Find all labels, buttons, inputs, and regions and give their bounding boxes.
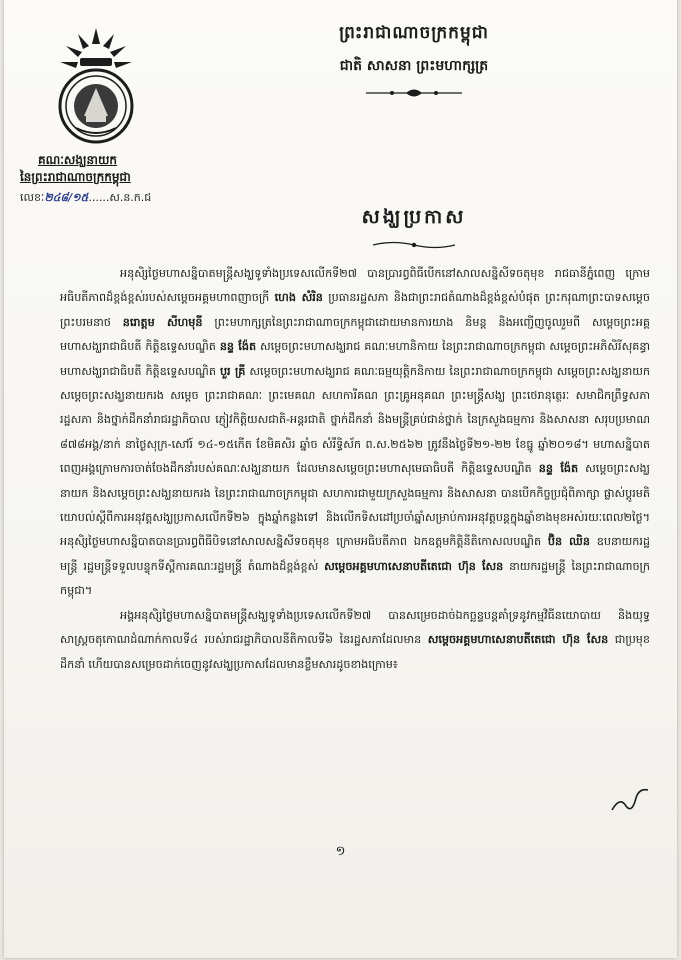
paragraph-text: សម្តេចព្រះសង្ឃនាយក និងសម្តេចព្រះសង្ឃនាយករង នៃព្រះរាជាណាចក្រកម្ពុជា សហការជាមួយក្រសួងធម្មការ និងសាសនា បានបើកកិច្ចប្រជុំពិភាក្សា ផ្លាស់ប្តូរមតិយោបល់ស្តីពីការអនុវត្តសង្ឃប្រកាសលើកទី២៦ ក្នុងឆ្នាំកន្លងទៅ និងលើកទិសដៅប្រចាំឆ្នាំសម្រាប់ការអនុវត្តបន្តក្នុងឆ្នាំខាងមុខអស់រយៈពេល២ថ្ងៃ។ អនុសិ្សថ្ងៃមហាសន្និបាតបានប្រារព្ធពិធីបិទនៅសាលសន្និសីទចតុមុខ ក្រោមអធិបតីភាព ឯកឧត្តមកិត្តិនីតិកោសលបណ្ឌិត <box>60 462 650 549</box>
reference-prefix: លេខៈ <box>20 191 45 204</box>
national-motto: ជាតិ សាសនា ព្រះមហាក្សត្រ <box>339 58 489 74</box>
paragraph-text: ជាប្រមុខដឹកនាំ ហើយបានសម្រេចដាក់ចេញនូវសង្ឃប្រកាសដែលមានខ្លឹមសារដូចខាងក្រោម៖ <box>60 633 650 671</box>
emphasized-name: សម្តេចអគ្គមហាសេនាបតីតេជោ ហ៊ុន សែន <box>427 633 609 647</box>
ornament-divider-icon <box>364 86 464 100</box>
paragraph-text: ប្រធានរដ្ឋសភា និងជាព្រះរាជតំណាងដ៏ខ្ពង់ខ្ពស់បំផុត ព្រះករុណាព្រះបាទសម្តេចព្រះបរមនាថ <box>60 291 650 329</box>
emphasized-name: នរោត្តម សីហមុនី <box>122 315 203 329</box>
document-body <box>60 262 650 677</box>
handwritten-mark-icon <box>610 786 650 814</box>
emphasized-name: បួរ គ្រី <box>219 364 246 378</box>
paragraph-text: ឧបនាយករដ្ឋមន្ត្រី រដ្ឋមន្ត្រីទទួលបន្ទុកទីស្តីការគណៈរដ្ឋមន្ត្រី តំណាងដ៏ខ្ពង់ខ្ពស់ <box>60 535 650 573</box>
document-page <box>4 0 677 958</box>
paragraph-text: អង្គអនុសិ្សថ្ងៃមហាសន្និបាតមន្ត្រីសង្ឃទូទាំងប្រទេសលើកទី២៧ បានសម្រេចដាច់ឯកច្ឆន្ទបន្តគាំទ្រនូវកម្មវិធីនយោបាយ និងយុទ្ធសាស្ត្រចតុកោណដំណាក់កាលទី៤ របស់រាជរដ្ឋាភិបាលនីតិកាលទី៦ នៃរដ្ឋសភាដែលមាន <box>60 608 650 647</box>
emphasized-name: នន្ទ ង៉ែត <box>538 462 579 476</box>
paragraph-text: នាយករដ្ឋមន្ត្រី នៃព្រះរាជាណាចក្រកម្ពុជា។ <box>60 559 650 598</box>
paragraph-text: សម្តេចព្រះមហាសង្ឃរាជ គណៈមហានិកាយ នៃព្រះរាជាណាចក្រកម្ពុជា សម្តេចព្រះអភិសិរីសុគន្ធាមហាសង្ឃរាជាធិបតី កិត្តិឧទ្ទេសបណ្ឌិត <box>60 340 650 378</box>
paragraph-text: អនុសិ្សថ្ងៃមហាសន្និបាតមន្ត្រីសង្ឃទូទាំងប្រទេសលើកទី២៧ បានប្រារព្ធពិធីបើកនៅសាលសន្និសីទចតុមុខ រាជធានីភ្នំពេញ ក្រោមអធិបតីភាពដ៏ខ្ពង់ខ្ពស់របស់សម្តេចអគ្គមហាពញាចក្រី <box>60 267 650 305</box>
issuing-authority <box>20 152 220 186</box>
ministry-seal-icon <box>56 24 136 146</box>
emphasized-name: ប៊ិន ឈិន <box>547 535 590 549</box>
emphasized-name: ហេង សំរិន <box>274 291 323 305</box>
reference-number <box>20 191 220 205</box>
body-paragraph <box>60 604 650 677</box>
emphasized-name: នន្ទ ង៉ែត <box>219 340 257 354</box>
kingdom-heading: ព្រះរាជាណាចក្រកម្ពុជា <box>339 23 489 43</box>
paragraph-text: ព្រះមហាក្សត្រនៃព្រះរាជាណាចក្រកម្ពុជាដោយមានការយាង និមន្ត និងអញ្ជើញចូលរួមពី សម្តេចព្រះអគ្គមហាសង្ឃរាជាធិបតី កិត្តិឧទ្ទេសបណ្ឌិត <box>60 315 650 354</box>
reference-suffix: ស.ន.ក.ជ <box>109 191 152 204</box>
reference-dots: ...... <box>88 191 110 204</box>
emphasized-name: សម្តេចអគ្គមហាសេនាបតីតេជោ ហ៊ុន សែន <box>324 559 504 573</box>
document-title: សង្ឃប្រកាស <box>361 206 467 228</box>
body-paragraph <box>60 262 650 604</box>
reference-handwritten-number: ២៤៨/១៥ <box>44 191 89 204</box>
page-number: ១ <box>335 844 346 859</box>
authority-name-line1: គណៈសង្ឃនាយក <box>38 153 118 167</box>
paragraph-text: សម្តេចព្រះមហាសង្ឃរាជ គណៈធម្មយុត្តិកនិកាយ នៃព្រះរាជាណាចក្រកម្ពុជា សម្តេចព្រះសង្ឃនាយក សម្តេចព្រះសង្ឃនាយករង សម្តេច ព្រះរាជាគណៈ ព្រះមេគណ សហការីគណ ព្រះគ្រូអនុគណ ព្រះមន្ត្រីសង្ឃ ព្រះថេរានុត្ថេរៈ សមាជិកព្រឹទ្ធសភា រដ្ឋសភា និងថ្នាក់ដឹកនាំរាជរដ្ឋាភិបាល ភ្ញៀវកិត្តិយសជាតិ-អន្តរជាតិ ថ្នាក់ដឹកនាំ និងមន្ត្រីគ្រប់ជាន់ថ្នាក់ នៃក្រសួងធម្មការ និងសាសនា សរុបប្រមាណ ៨៧៨អង្គ/នាក់ នាថ្ងៃសុក្រ-សៅរ៍ ១៤-១៥កើត ខែមិគសិរ ឆ្នាំច សំរឹទ្ធិស័ក ព.ស.២៥៦២ ត្រូវនឹងថ្ងៃទី២១-២២ ខែធ្នូ ឆ្នាំ២០១៨។ មហាសន្និបាតពេញអង្គក្រោមការចាត់ចែងដឹកនាំរបស់គណៈសង្ឃនាយក ដែលមានសម្តេចព្រះមហាសុមេធាធិបតី កិត្តិឧទ្ទេសបណ្ឌិត <box>60 364 650 476</box>
title-ornament-icon <box>369 239 459 251</box>
authority-name-line2: នៃព្រះរាជាណាចក្រកម្ពុជា <box>20 170 131 184</box>
